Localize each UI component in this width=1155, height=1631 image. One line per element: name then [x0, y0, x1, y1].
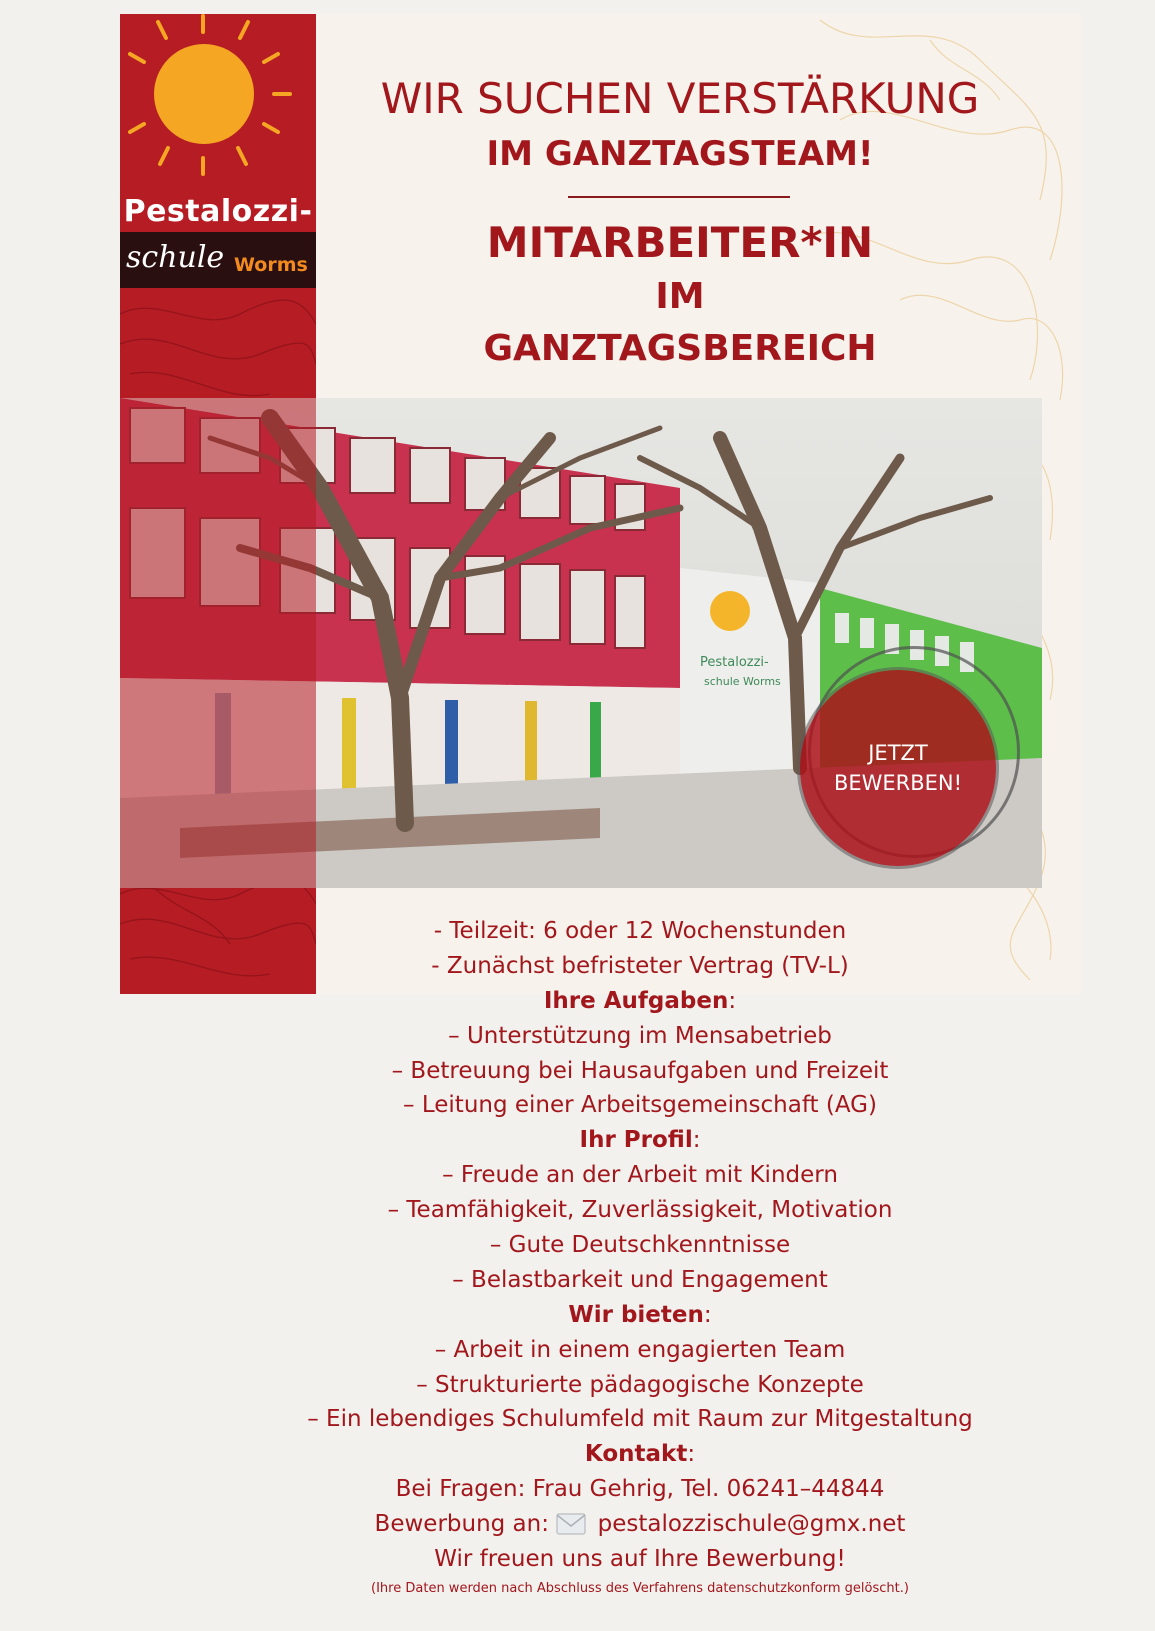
condition-item: - Zunächst befristeter Vertrag (TV-L): [431, 952, 849, 979]
contact-heading: Kontakt:: [584, 1441, 696, 1468]
profile-heading: Ihr Profil:: [579, 1127, 701, 1154]
offer-item: – Arbeit in einem engagierten Team: [434, 1336, 846, 1363]
task-item: – Leitung einer Arbeitsgemeinschaft (AG): [403, 1092, 877, 1119]
profile-item: – Teamfähigkeit, Zuverlässigkeit, Motivation: [387, 1197, 893, 1224]
condition-item: - Teilzeit: 6 oder 12 Wochenstunden: [433, 918, 847, 944]
building-sign-line1: Pestalozzi-: [700, 655, 769, 670]
mail-icon: [556, 1513, 586, 1535]
task-item: – Betreuung bei Hausaufgaben und Freizeit: [391, 1057, 889, 1084]
apply-button-line1: JETZT: [868, 741, 928, 765]
logo-worms-text: Worms: [234, 254, 308, 276]
role-title: MITARBEITER*IN: [486, 218, 874, 267]
offer-heading: Wir bieten:: [568, 1301, 712, 1328]
tasks-heading: Ihre Aufgaben:: [543, 987, 737, 1014]
closing-text: Wir freuen uns auf Ihre Bewerbung!: [434, 1546, 846, 1573]
logo-pestalozzi-text: Pestalozzi-: [123, 194, 313, 229]
application-email-link[interactable]: pestalozzischule@gmx.net: [597, 1511, 906, 1538]
headline-secondary: IM GANZTAGSTEAM!: [486, 134, 874, 174]
role-title-line3: GANZTAGSBEREICH: [483, 328, 877, 369]
apply-button-line2: BEWERBEN!: [833, 771, 963, 795]
job-details: [200, 914, 1080, 1599]
profile-item: – Gute Deutschkenntnisse: [489, 1232, 791, 1259]
apply-now-button[interactable]: [800, 670, 996, 866]
headline-primary: WIR SUCHEN VERSTÄRKUNG: [380, 74, 980, 123]
offer-item: – Ein lebendiges Schulumfeld mit Raum zur Mitgestaltung: [307, 1406, 973, 1433]
application-label: Bewerbung an:: [374, 1511, 549, 1538]
offer-item: – Strukturierte pädagogische Konzepte: [416, 1371, 864, 1398]
building-sign-line2: schule Worms: [704, 675, 781, 688]
divider: [568, 196, 790, 198]
profile-item: – Freude an der Arbeit mit Kindern: [442, 1162, 838, 1189]
profile-heading-label: Ihr Profil: [579, 1127, 693, 1154]
profile-item: – Belastbarkeit und Engagement: [452, 1266, 828, 1293]
contact-heading-label: Kontakt: [584, 1441, 688, 1468]
tasks-heading-label: Ihre Aufgaben: [543, 987, 729, 1014]
contact-phone: Bei Fragen: Frau Gehrig, Tel. 06241–44844: [395, 1476, 885, 1503]
role-title-line2: IM: [655, 276, 705, 317]
logo-schule-text: schule: [126, 240, 225, 275]
task-item: – Unterstützung im Mensabetrieb: [448, 1022, 832, 1049]
offer-heading-label: Wir bieten: [568, 1301, 704, 1328]
application-line: [200, 1507, 1080, 1542]
sun-logo-icon: [128, 14, 308, 189]
privacy-note: (Ihre Daten werden nach Abschluss des Verfahrens datenschutzkonform gelöscht.): [371, 1580, 909, 1596]
